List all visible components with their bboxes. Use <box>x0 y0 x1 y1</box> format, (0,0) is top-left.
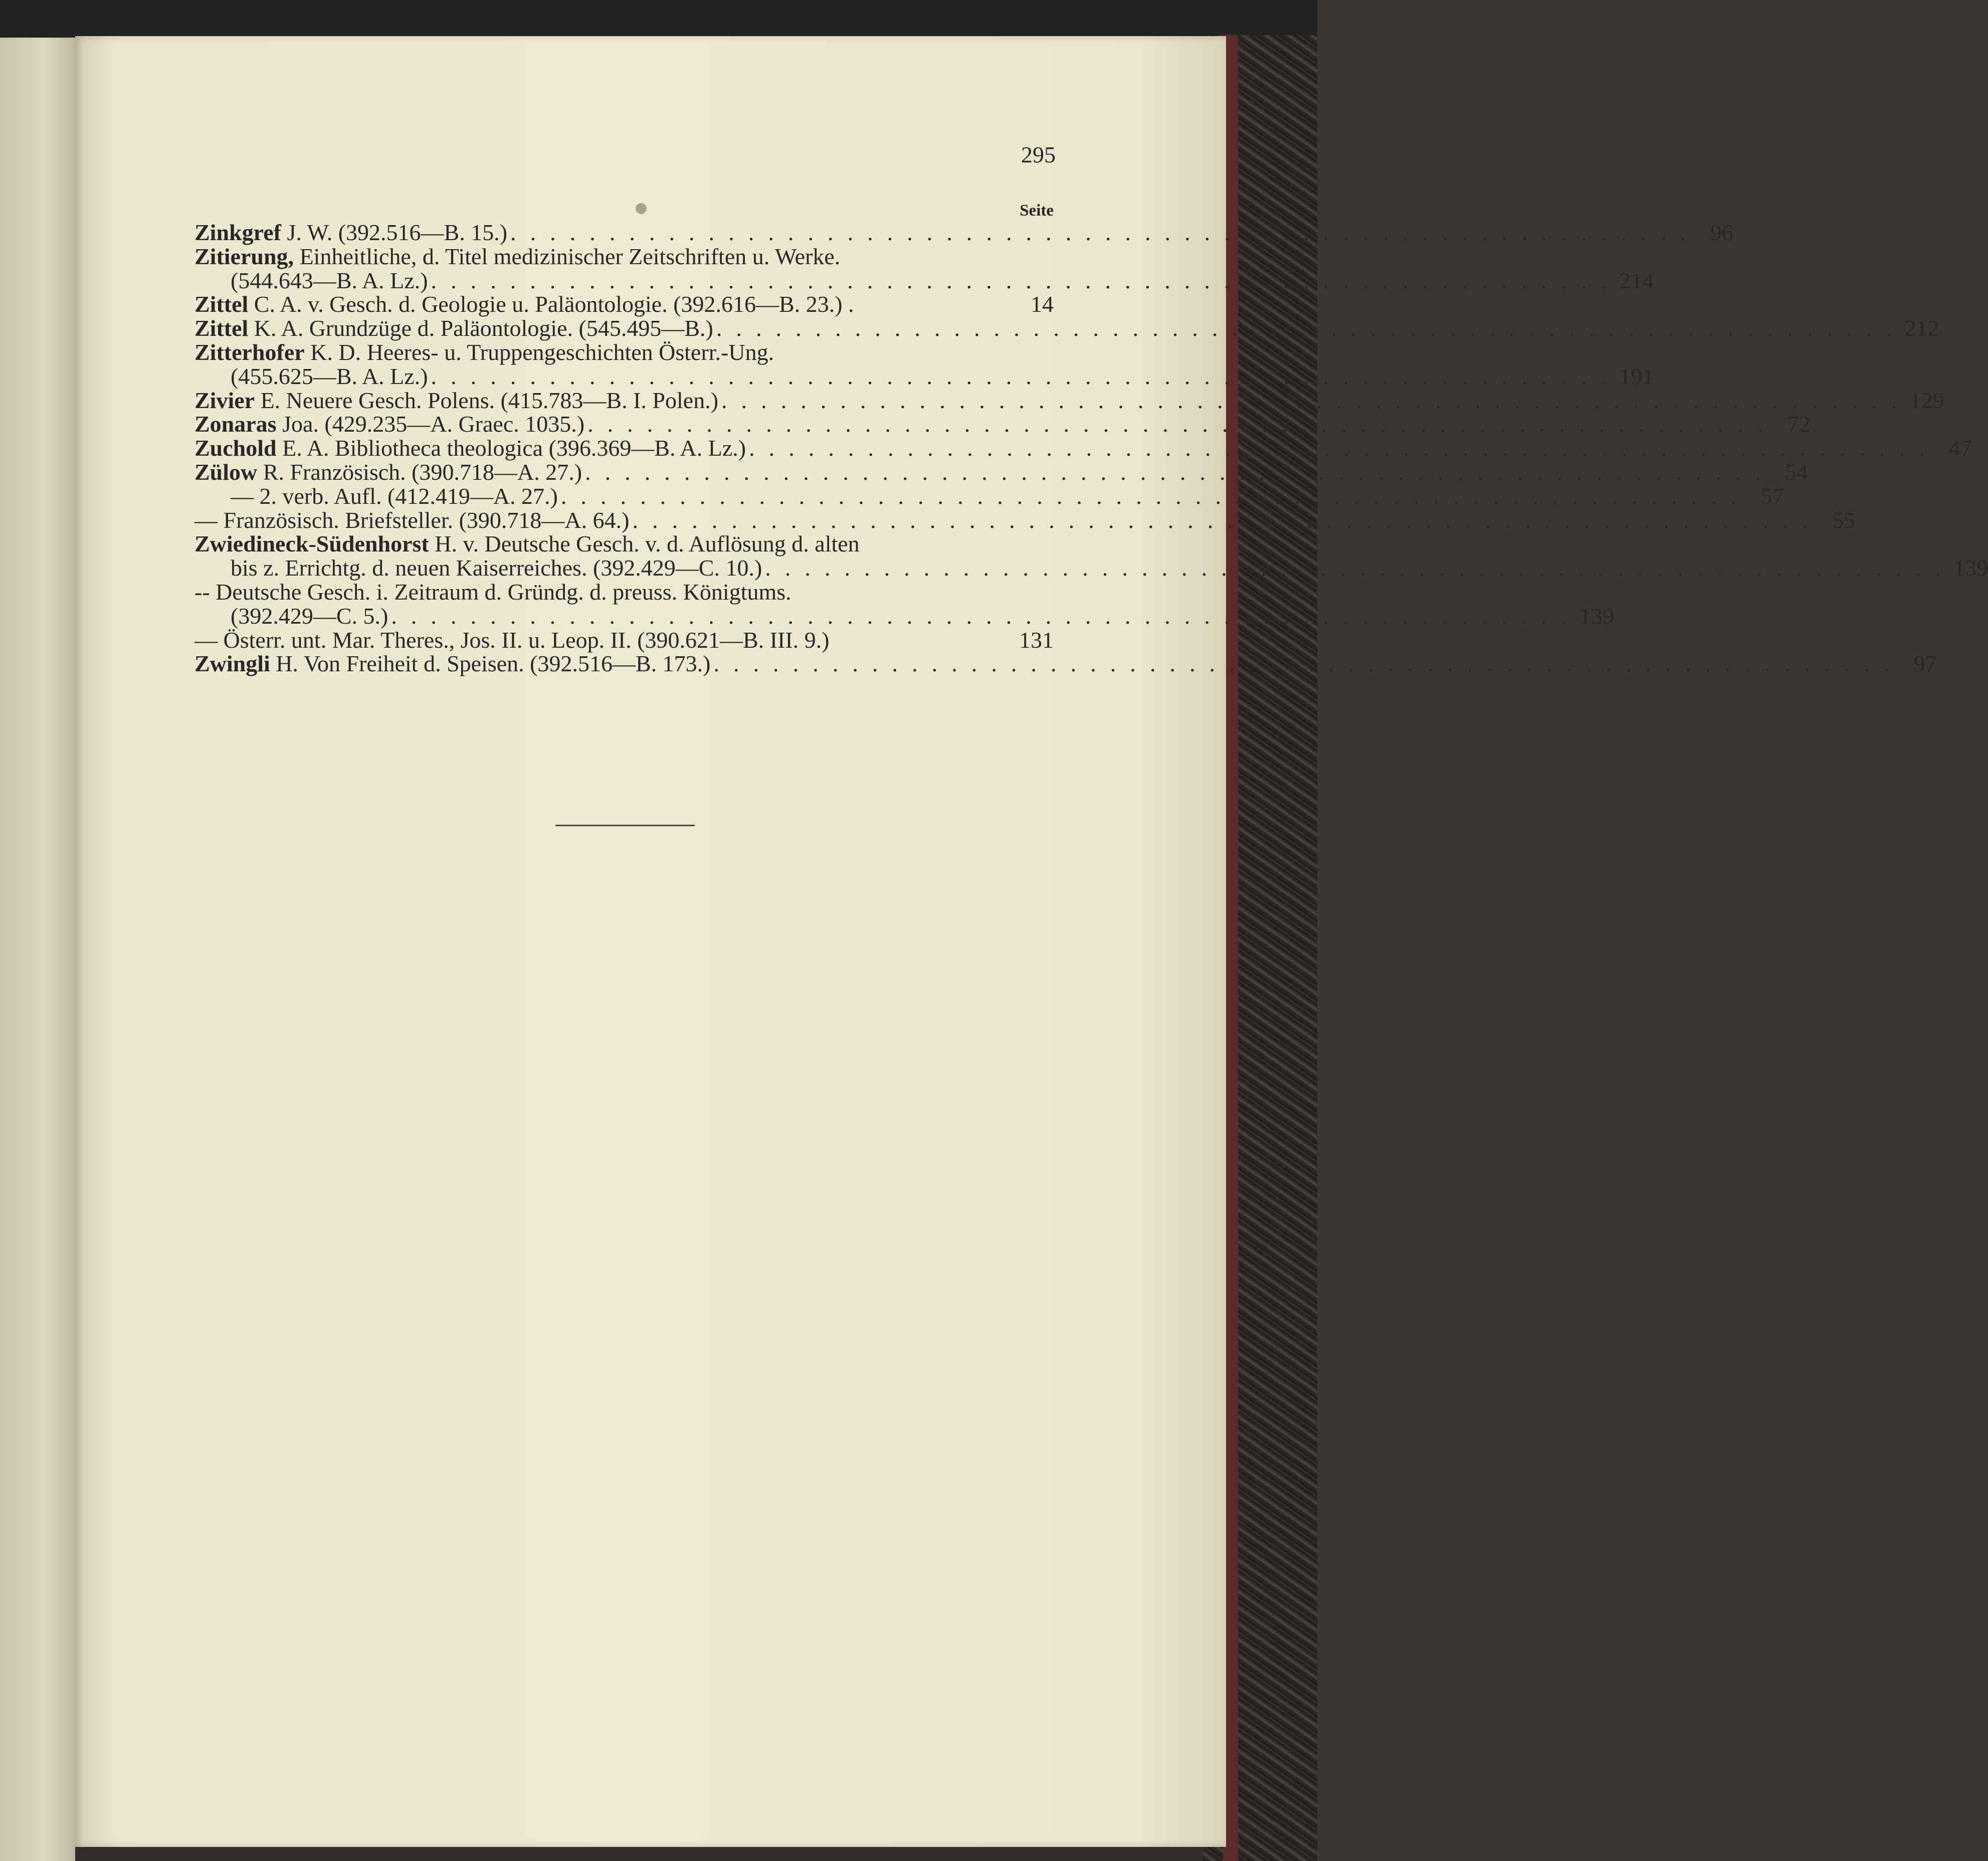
entry-detail: (455.625—B. A. Lz.) <box>231 363 428 389</box>
entry-heading: Zitierung, <box>194 243 294 269</box>
index-line <box>194 340 1054 364</box>
entry-heading: Zwiedineck-Südenhorst <box>194 531 429 557</box>
entry-detail: — Französisch. Briefsteller. (390.718—A. 64.) <box>194 507 630 533</box>
entry-detail: R. Französisch. (390.718—A. 27.) <box>257 459 582 485</box>
entry-detail: H. Von Freiheit d. Speisen. (392.516—B. 173.) <box>270 651 711 677</box>
entry-detail: C. A. v. Gesch. d. Geologie u. Paläontologie. (392.616—B. 23.) . <box>248 291 854 317</box>
index-line <box>194 651 1937 677</box>
entry-heading: Zivier <box>194 387 255 413</box>
index-line <box>194 507 1856 533</box>
entry-text <box>194 245 840 269</box>
entry-detail: Joa. (429.235—A. Graec. 1035.) <box>276 411 585 437</box>
entry-text <box>194 316 713 340</box>
facing-page-edge <box>0 38 75 1861</box>
entry-text <box>194 628 829 652</box>
page-reference: 47 <box>1948 435 1972 461</box>
dot-leader: . . . . . . . . . . . . . . . . . . . . . . . . . . . . . . . . . . . . . . . . . . . . . . . . . . . . . . . . . . . . <box>391 603 1571 629</box>
entry-text <box>231 484 558 508</box>
entry-detail: -- Deutsche Gesch. i. Zeitraum d. Gründg. d. preuss. Königtums. <box>194 579 791 605</box>
entry-heading: Zonaras <box>194 411 277 437</box>
entry-text <box>194 340 774 364</box>
page-reference: 72 <box>1787 411 1811 437</box>
page-reference: 55 <box>1832 507 1856 533</box>
entry-heading: Zinkgref <box>194 220 281 245</box>
dot-leader: . . . . . . . . . . . . . . . . . . . . . . . . . . . . . . . . . . . . . . . . . . . . . . . . . . . . . . . . . . . . <box>716 315 1896 341</box>
index-line <box>194 580 1054 604</box>
page-reference: 54 <box>1784 459 1808 485</box>
page-reference: 131 <box>1019 627 1054 653</box>
entry-detail: H. v. Deutsche Gesch. v. d. Auflösung d. alten <box>429 531 860 557</box>
entry-heading: Zittel <box>194 291 249 317</box>
dot-leader: . . . . . . . . . . . . . . . . . . . . . . . . . . . . . . . . . . . . . . . . . . . . . . . . . . . . . . . . . . . . <box>721 387 1901 413</box>
page-reference: 139 <box>1579 603 1615 629</box>
entry-text <box>231 556 762 580</box>
page-number: 295 <box>1021 142 1056 167</box>
entry-text <box>194 460 582 484</box>
entry-heading: Zitterhofer <box>194 339 305 365</box>
page-reference: 212 <box>1904 315 1939 341</box>
entry-detail: (544.643—B. A. Lz.) <box>231 267 428 293</box>
dot-leader: . . . . . . . . . . . . . . . . . . . . . . . . . . . . . . . . . . . . . . . . . . . . . . . . . . . . . . . . . . . . <box>713 651 1894 677</box>
entry-heading: Zülow <box>194 459 258 485</box>
index-entries <box>194 220 1988 677</box>
page-reference: 129 <box>1909 387 1944 413</box>
entry-text <box>231 269 428 293</box>
index-line <box>194 603 1615 629</box>
entry-detail: — 2. verb. Aufl. (412.419—A. 27.) <box>231 483 558 509</box>
entry-text <box>231 364 428 389</box>
dot-leader: . . . . . . . . . . . . . . . . . . . . . . . . . . . . . . . . . . . . . . . . . . . . . . . . . . . . . . . . . . . . <box>510 220 1690 245</box>
index-line <box>194 411 1811 437</box>
entry-detail: E. A. Bibliotheca theologica (396.369—B. A. Lz.) <box>276 435 746 461</box>
entry-text <box>194 580 791 604</box>
index-line <box>194 459 1808 485</box>
entry-heading: Zittel <box>194 315 249 341</box>
index-line <box>194 483 1784 509</box>
entry-text <box>231 604 388 628</box>
index-line <box>194 628 1054 652</box>
entry-text <box>194 292 854 316</box>
index-line <box>194 220 1733 245</box>
entry-text <box>194 436 746 460</box>
index-line <box>194 267 1654 293</box>
index-line <box>194 245 1054 269</box>
end-rule <box>555 825 695 826</box>
index-line <box>194 292 1054 316</box>
dot-leader: . . . . . . . . . . . . . . . . . . . . . . . . . . . . . . . . . . . . . . . . . . . . . . . . . . . . . . . . . . . . <box>587 411 1767 437</box>
page-reference: 97 <box>1913 651 1937 677</box>
entry-text <box>194 389 718 413</box>
page-reference: 214 <box>1619 267 1654 293</box>
entry-text <box>194 412 584 436</box>
entry-detail: J. W. (392.516—B. 15.) <box>281 220 508 245</box>
entry-text <box>194 221 507 245</box>
dot-leader: . . . . . . . . . . . . . . . . . . . . . . . . . . . . . . . . . . . . . . . . . . . . . . . . . . . . . . . . . . . . <box>632 507 1813 533</box>
page-reference: 139 <box>1953 555 1988 581</box>
entry-detail: (392.429—C. 5.) <box>231 603 388 629</box>
entry-detail: — Österr. unt. Mar. Theres., Jos. II. u. Leop. II. (390.621—B. III. 9.) <box>194 627 830 653</box>
page-reference: 57 <box>1760 483 1784 509</box>
dot-leader: . . . . . . . . . . . . . . . . . . . . . . . . . . . . . . . . . . . . . . . . . . . . . . . . . . . . . . . . . . . . <box>749 435 1929 461</box>
index-line <box>194 387 1944 413</box>
entry-heading: Zuchold <box>194 435 277 461</box>
index-line <box>194 363 1654 389</box>
entry-detail: K. D. Heeres- u. Truppengeschichten Österr.-Ung. <box>304 339 774 365</box>
index-line <box>194 555 1988 581</box>
top-edge-shadow <box>0 0 1317 40</box>
column-header-seite: Seite <box>1020 202 1054 220</box>
entry-detail: bis z. Errichtg. d. neuen Kaiserreiches. (392.429—C. 10.) <box>231 555 762 581</box>
dot-leader: . . . . . . . . . . . . . . . . . . . . . . . . . . . . . . . . . . . . . . . . . . . . . . . . . . . . . . . . . . . . <box>765 555 1945 581</box>
entry-detail: E. Neuere Gesch. Polens. (415.783—B. I. Polen.) <box>255 387 719 413</box>
page-reference: 191 <box>1619 363 1654 389</box>
entry-detail: K. A. Grundzüge d. Paläontologie. (545.495—B.) <box>248 315 713 341</box>
dot-leader: . . . . . . . . . . . . . . . . . . . . . . . . . . . . . . . . . . . . . . . . . . . . . . . . . . . . . . . . . . . . <box>431 267 1611 293</box>
dot-leader: . . . . . . . . . . . . . . . . . . . . . . . . . . . . . . . . . . . . . . . . . . . . . . . . . . . . . . . . . . . . <box>431 363 1611 389</box>
page-reference: 96 <box>1710 220 1733 245</box>
index-line <box>194 532 1054 556</box>
entry-detail: Einheitliche, d. Titel medizinischer Zeitschriften u. Werke. <box>294 243 841 269</box>
dot-leader: . . . . . . . . . . . . . . . . . . . . . . . . . . . . . . . . . . . . . . . . . . . . . . . . . . . . . . . . . . . . <box>585 459 1765 485</box>
index-line <box>194 315 1939 341</box>
page-reference: 14 <box>1031 291 1054 317</box>
entry-heading: Zwingli <box>194 651 270 677</box>
dot-leader: . . . . . . . . . . . . . . . . . . . . . . . . . . . . . . . . . . . . . . . . . . . . . . . . . . . . . . . . . . . . <box>560 483 1741 509</box>
entry-text <box>194 508 629 532</box>
entry-text <box>194 652 711 676</box>
ink-spot <box>636 203 647 214</box>
index-line <box>194 435 1972 461</box>
entry-text <box>194 532 860 556</box>
